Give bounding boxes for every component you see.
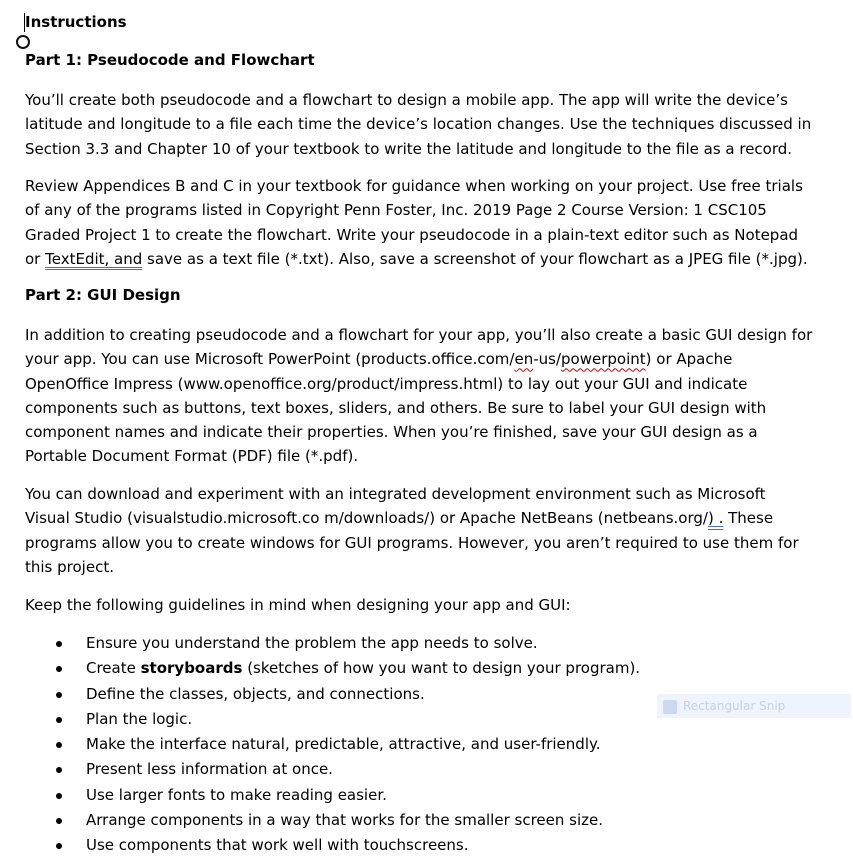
list-item-text: Use components that work well with touchscreens. — [86, 836, 469, 855]
list-item-text: Use larger fonts to make reading easier. — [86, 785, 387, 804]
part1-paragraph-1 — [25, 88, 815, 161]
part2-paragraph-1 — [25, 323, 815, 469]
list-item-text: Define the classes, objects, and connections. — [86, 684, 425, 703]
text-run: your app. You can use Microsoft PowerPoint (products.office.com/ — [25, 350, 515, 369]
text-line: components such as buttons, text boxes, sliders, and others. Be sure to label your GUI design with — [25, 398, 767, 417]
text-run: (sketches of how you want to design your program). — [242, 659, 641, 678]
list-item — [25, 656, 640, 681]
text-run: ) or Apache — [645, 350, 733, 369]
list-item — [25, 808, 640, 833]
list-item — [25, 631, 640, 656]
text-line: of any of the programs listed in Copyright Penn Foster, Inc. 2019 Page 2 Course Version: 1 CSC105 — [25, 201, 767, 220]
text-line: Keep the following guidelines in mind when designing your app and GUI: — [25, 596, 571, 614]
list-item-text: Plan the logic. — [86, 709, 193, 728]
text-run: These — [723, 509, 774, 528]
list-item-text: Ensure you understand the problem the app needs to solve. — [86, 634, 538, 652]
text-run: -us/ — [533, 350, 562, 369]
list-item-text: Arrange components in a way that works for the smaller screen size. — [86, 811, 603, 830]
part2-paragraph-3 — [25, 593, 815, 617]
list-item — [25, 732, 640, 757]
text-line — [25, 247, 815, 271]
bullet-icon — [56, 742, 62, 748]
bullet-icon — [56, 818, 62, 824]
bullet-icon — [56, 692, 62, 698]
part2-paragraph-2 — [25, 482, 815, 579]
spelling-flag[interactable]: en — [514, 350, 534, 369]
text-run: or — [25, 249, 46, 268]
text-line: Portable Document Format (PDF) file (*.pdf). — [25, 447, 359, 466]
text-line: Review Appendices B and C in your textbook for guidance when working on your project. Use free trials — [25, 177, 803, 195]
guidelines-list — [25, 631, 640, 859]
text-line: You’ll create both pseudocode and a flowchart to design a mobile app. The app will write the device’s — [25, 91, 788, 109]
text-line: this project. — [25, 557, 114, 576]
snip-mode-tooltip — [657, 694, 851, 718]
grammar-flag[interactable]: ) . — [707, 509, 724, 528]
text-line: Section 3.3 and Chapter 10 of your textbook to write the latitude and longitude to the file as a record. — [25, 139, 793, 158]
list-item — [25, 707, 640, 732]
list-item — [25, 757, 640, 782]
grammar-flag[interactable]: TextEdit, and — [45, 249, 143, 268]
text-line: In addition to creating pseudocode and a flowchart for your app, you’ll also create a basic GUI design for — [25, 326, 813, 344]
text-line — [25, 347, 815, 371]
part2-heading: Part 2: GUI Design — [25, 286, 181, 304]
list-item — [25, 682, 640, 707]
selection-handle-icon[interactable] — [16, 35, 30, 49]
snip-icon — [663, 700, 677, 714]
text-line: programs allow you to create windows for GUI programs. However, you aren’t required to use them for — [25, 533, 799, 552]
text-line: You can download and experiment with an integrated development environment such as Microsoft — [25, 485, 766, 503]
bullet-icon — [56, 843, 62, 849]
bullet-icon — [56, 641, 62, 647]
bullet-icon — [56, 666, 62, 672]
text-line: OpenOffice Impress (www.openoffice.org/product/impress.html) to lay out your GUI and indicate — [25, 374, 748, 393]
list-item-text: Present less information at once. — [86, 760, 333, 779]
bullet-icon — [56, 767, 62, 773]
snip-mode-label: Rectangular Snip — [683, 699, 786, 713]
text-line — [25, 506, 815, 530]
text-run: Visual Studio (visualstudio.microsoft.co m/downloads/) or Apache NetBeans (netbeans.org/ — [25, 509, 708, 528]
instructions-heading: Instructions — [25, 13, 127, 31]
text-line: Graded Project 1 to create the flowchart. Write your pseudocode in a plain-text editor such as Notepad — [25, 225, 799, 244]
bullet-icon — [56, 717, 62, 723]
list-item-text: Make the interface natural, predictable, attractive, and user-friendly. — [86, 735, 601, 754]
text-run: Create — [86, 659, 141, 678]
text-line: latitude and longitude to a file each time the device’s location changes. Use the techniques discussed in — [25, 115, 812, 134]
text-run: save as a text file (*.txt). Also, save a screenshot of your flowchart as a JPEG file (*.jpg). — [142, 249, 808, 268]
text-run-bold: storyboards — [140, 659, 243, 678]
part1-paragraph-2 — [25, 174, 815, 271]
list-item — [25, 783, 640, 808]
bullet-icon — [56, 793, 62, 799]
part1-heading: Part 1: Pseudocode and Flowchart — [25, 51, 315, 69]
list-item — [25, 833, 640, 858]
spelling-flag[interactable]: powerpoint — [561, 350, 646, 369]
text-line: component names and indicate their properties. When you’re finished, save your GUI design as a — [25, 423, 758, 442]
